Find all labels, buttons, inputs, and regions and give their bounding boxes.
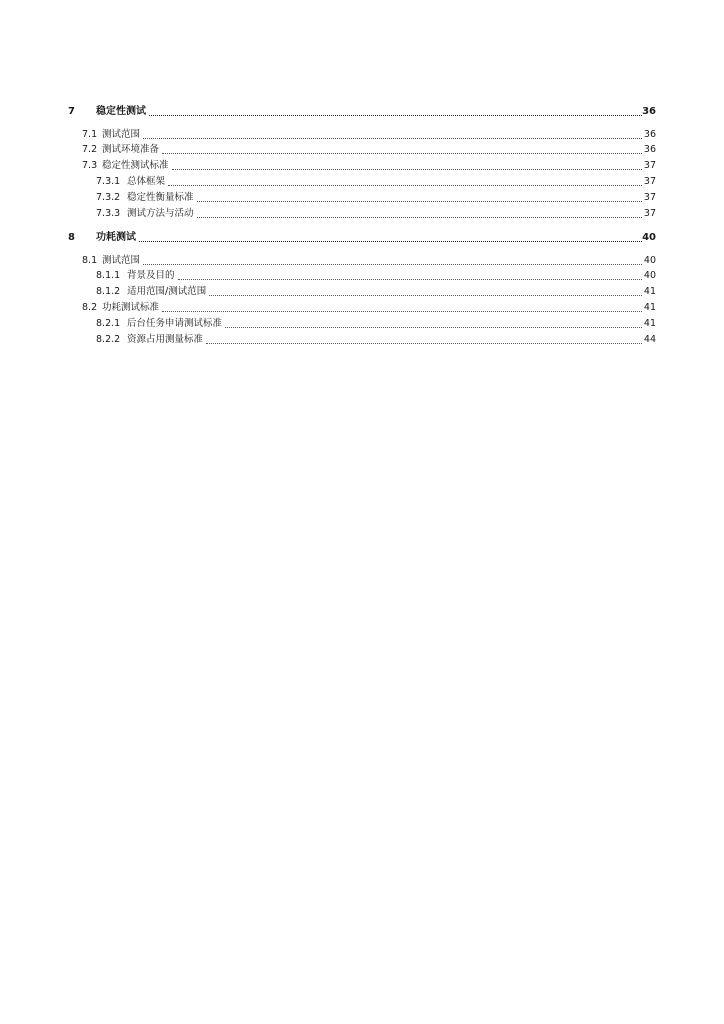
toc-entry[interactable] <box>0 159 724 173</box>
toc-leader-dots <box>225 327 642 328</box>
toc-entry-number: 7 <box>68 106 75 117</box>
toc-entry[interactable] <box>0 269 724 283</box>
toc-entry[interactable] <box>0 254 724 268</box>
toc-entry[interactable] <box>0 333 724 347</box>
toc-leader-dots <box>178 279 642 280</box>
toc-entry-title: 测试环境准备 <box>102 144 160 155</box>
toc-leader-dots <box>209 295 642 296</box>
toc-entry[interactable] <box>0 143 724 157</box>
toc-entry-number: 7.3.3 <box>96 208 121 219</box>
toc-leader-dots <box>143 138 642 139</box>
toc-entry[interactable] <box>0 231 724 245</box>
toc-entry-page: 41 <box>643 318 656 329</box>
toc-leader-dots <box>162 153 642 154</box>
toc-entry-title: 测试方法与活动 <box>127 208 194 219</box>
toc-entry-title: 背景及目的 <box>127 270 175 281</box>
toc-entry[interactable] <box>0 175 724 189</box>
toc-entry-title: 功耗测试 <box>96 232 136 243</box>
toc-entry-title: 稳定性测试 <box>96 106 146 117</box>
toc-entry-title: 适用范围/测试范围 <box>127 286 207 297</box>
toc-entry-page: 37 <box>643 176 656 187</box>
toc-entry-title: 测试范围 <box>102 255 141 266</box>
toc-entry[interactable] <box>0 207 724 221</box>
toc-leader-dots <box>197 201 642 202</box>
toc-entry-page: 44 <box>643 334 656 345</box>
toc-leader-dots <box>172 169 642 170</box>
toc-entry-title: 资源占用测量标准 <box>127 334 204 345</box>
toc-entry-number: 8 <box>68 232 75 243</box>
toc-leader-dots <box>143 264 642 265</box>
toc-entry-page: 36 <box>642 106 656 117</box>
toc-leader-dots <box>197 217 642 218</box>
toc-entry-title: 稳定性测试标准 <box>102 160 169 171</box>
toc-entry[interactable] <box>0 317 724 331</box>
toc-entry-number: 7.3 <box>82 160 98 171</box>
toc-entry[interactable] <box>0 301 724 315</box>
toc-entry-page: 41 <box>643 302 656 313</box>
toc-entry[interactable] <box>0 105 724 119</box>
toc-entry-title: 总体框架 <box>127 176 166 187</box>
toc-entry-title: 功耗测试标准 <box>102 302 160 313</box>
toc-entry-number: 7.3.2 <box>96 192 121 203</box>
toc-entry-page: 40 <box>643 255 656 266</box>
toc-entry-page: 40 <box>642 232 656 243</box>
toc-leader-dots <box>206 343 642 344</box>
toc-entry-number: 8.1.1 <box>96 270 121 281</box>
toc-entry-number: 7.1 <box>82 129 98 140</box>
toc-entry-number: 8.2.1 <box>96 318 121 329</box>
toc-entry-page: 37 <box>643 208 656 219</box>
toc-entry-title: 后台任务申请测试标准 <box>127 318 223 329</box>
toc-leader-dots <box>162 311 642 312</box>
toc-entry-page: 41 <box>643 286 656 297</box>
toc-entry[interactable] <box>0 128 724 142</box>
toc-leader-dots <box>139 241 642 242</box>
toc-entry[interactable] <box>0 285 724 299</box>
toc-entry-number: 7.3.1 <box>96 176 121 187</box>
toc-entry[interactable] <box>0 191 724 205</box>
toc-entry-number: 8.1.2 <box>96 286 121 297</box>
toc-entry-number: 8.1 <box>82 255 98 266</box>
toc-entry-page: 36 <box>643 129 656 140</box>
toc-leader-dots <box>168 185 642 186</box>
toc-entry-page: 37 <box>643 192 656 203</box>
toc-entry-number: 8.2.2 <box>96 334 121 345</box>
toc-entry-title: 稳定性衡量标准 <box>127 192 194 203</box>
toc-entry-page: 37 <box>643 160 656 171</box>
toc-entry-number: 7.2 <box>82 144 98 155</box>
toc-entry-title: 测试范围 <box>102 129 141 140</box>
toc-entry-number: 8.2 <box>82 302 98 313</box>
toc-leader-dots <box>149 115 642 116</box>
toc-entry-page: 36 <box>643 144 656 155</box>
toc-entry-page: 40 <box>643 270 656 281</box>
